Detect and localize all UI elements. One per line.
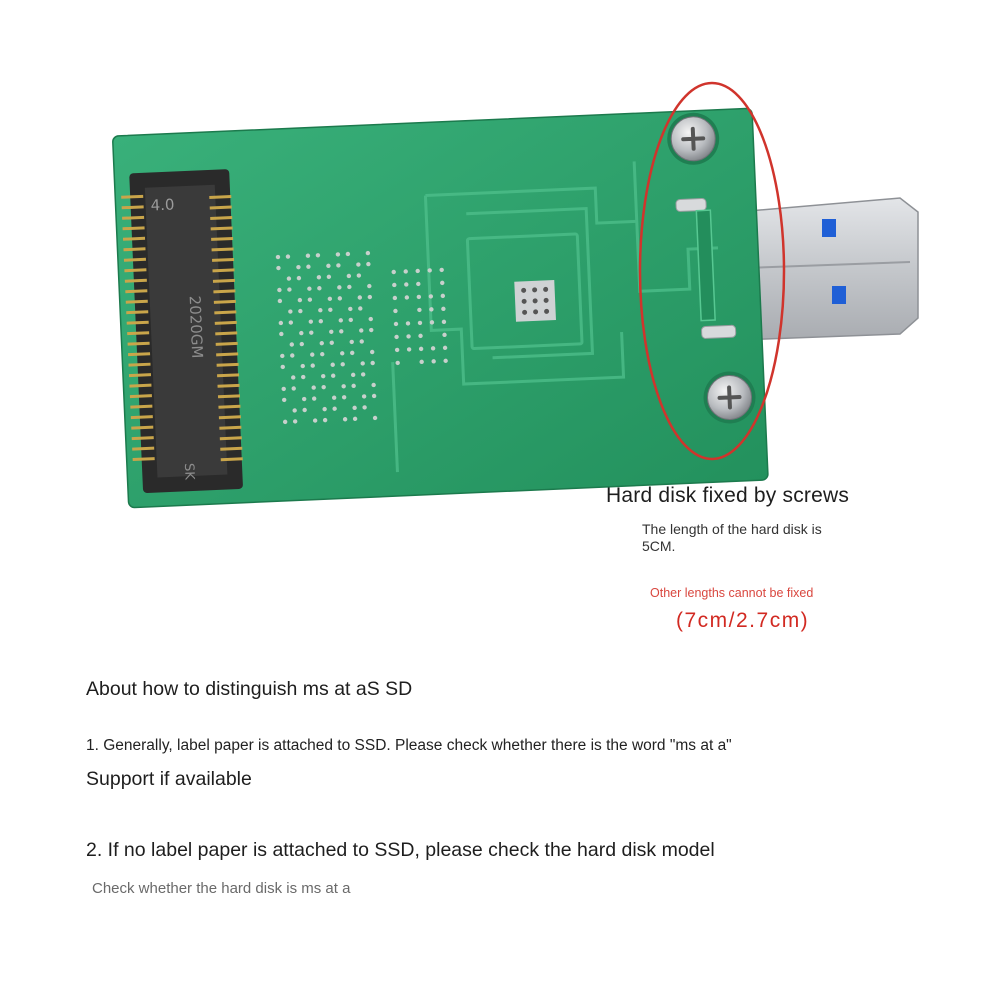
socket-mark-label: SK [180, 462, 197, 481]
caption-line-1: The length of the hard disk is [642, 521, 822, 537]
smd-component [676, 198, 706, 211]
caption-title: Hard disk fixed by screws [606, 484, 850, 507]
pcb-board [113, 108, 769, 508]
smd-component [701, 325, 735, 338]
socket-size-label: 4.0 [150, 195, 175, 215]
guide-step-1-continued: Support if available [86, 768, 252, 790]
warning-line-1: Other lengths cannot be fixed [650, 586, 814, 600]
warning-line-2: (7cm/2.7cm) [676, 609, 810, 632]
caption-line-2: 5CM. [642, 538, 676, 554]
guide-step-1: 1. Generally, label paper is attached to SSD. Please check whether there is the word "ms at a" [86, 737, 732, 754]
usb-contact-window [822, 219, 836, 237]
guide-step-2-note: Check whether the hard disk is ms at a [92, 880, 351, 897]
socket-model-label: 2020GM [185, 295, 207, 359]
guide-step-2: 2. If no label paper is attached to SSD, please check the hard disk model [86, 839, 715, 861]
usb-plug [737, 198, 918, 340]
guide-heading: About how to distinguish ms at aS SD [86, 678, 413, 700]
usb-contact-window [832, 286, 846, 304]
